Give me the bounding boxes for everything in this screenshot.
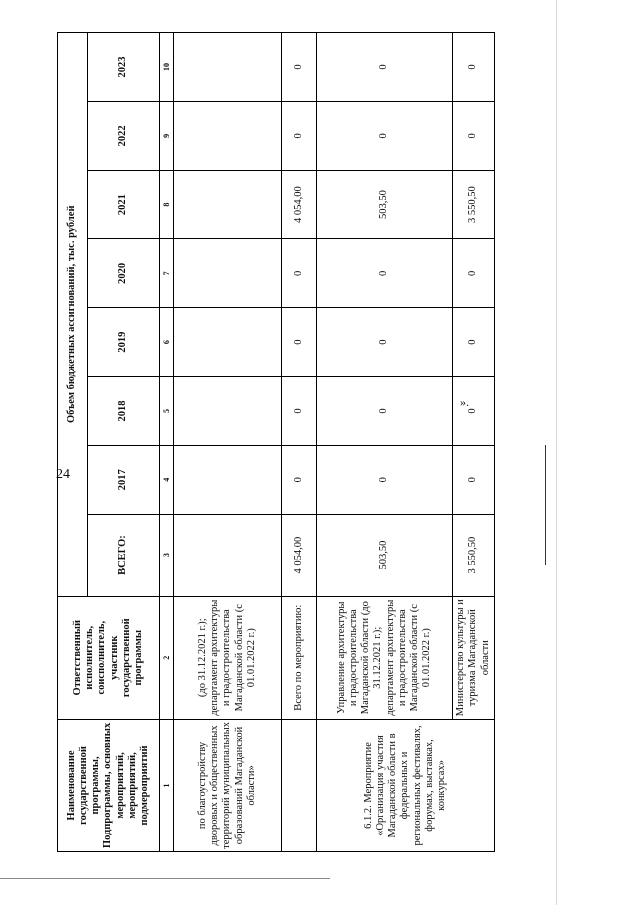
budget-table xyxy=(57,32,495,852)
row-name xyxy=(282,719,317,851)
header-year: 2022 xyxy=(88,101,160,170)
row-value: 0 xyxy=(317,101,453,170)
right-margin-line xyxy=(556,0,557,905)
row-value: 0 xyxy=(453,33,495,102)
row-executor: Всего по мероприятию: xyxy=(282,596,317,719)
signature-line xyxy=(545,445,546,565)
column-number: 4 xyxy=(160,445,174,514)
row-value: 3 550,50 xyxy=(453,514,495,596)
table-row xyxy=(282,33,317,852)
table-row xyxy=(317,33,453,852)
column-number: 8 xyxy=(160,170,174,239)
row-value: 0 xyxy=(453,308,495,377)
column-number: 3 xyxy=(160,514,174,596)
header-year: 2023 xyxy=(88,33,160,102)
row-value: 503,50 xyxy=(317,170,453,239)
header-executor: Ответственный исполнитель, соисполнитель, участник государственной программы xyxy=(58,596,160,719)
row-value: 0 xyxy=(317,239,453,308)
closing-quote: ». xyxy=(460,395,469,409)
header-year: 2018 xyxy=(88,377,160,446)
row-value: 0 xyxy=(282,239,317,308)
row-value: 3 550,50 xyxy=(453,170,495,239)
row-value: 0 xyxy=(282,308,317,377)
row-value: 0 xyxy=(282,101,317,170)
bottom-rule xyxy=(0,878,330,879)
row-value xyxy=(174,170,282,239)
row-executor: Министерство культуры и туризма Магаданской области xyxy=(453,596,495,719)
column-number: 2 xyxy=(160,596,174,719)
header-name: Наименование государственной программы, Подпрограммы, основных мероприятий, мероприятий, подмероприятий xyxy=(58,719,160,851)
column-number: 5 xyxy=(160,377,174,446)
row-value: 0 xyxy=(282,377,317,446)
header-year: 2017 xyxy=(88,445,160,514)
column-number: 1 xyxy=(160,719,174,851)
row-value: 0 xyxy=(317,33,453,102)
row-name: по благоустройству дворовых и общественных территорий муниципальных образований Магаданской области» xyxy=(174,719,282,851)
row-value xyxy=(174,445,282,514)
row-value xyxy=(174,33,282,102)
row-value: 0 xyxy=(317,377,453,446)
row-value xyxy=(174,239,282,308)
header-budget: Объем бюджетных ассигнований, тыс. рублей xyxy=(58,33,88,597)
row-value xyxy=(174,377,282,446)
row-value xyxy=(174,101,282,170)
header-total: ВСЕГО: xyxy=(88,514,160,596)
column-number: 10 xyxy=(160,33,174,102)
header-year: 2020 xyxy=(88,239,160,308)
row-value: 0 xyxy=(453,239,495,308)
column-number: 9 xyxy=(160,101,174,170)
column-number: 6 xyxy=(160,308,174,377)
row-value xyxy=(174,308,282,377)
row-value: 0 xyxy=(453,101,495,170)
table-row xyxy=(174,33,282,852)
row-value: 4 054,00 xyxy=(282,170,317,239)
row-value: 0 xyxy=(317,308,453,377)
row-name: 6.1.2. Мероприятие «Организация участия Магаданской области в федеральных и региональных фестивалях, форумах, выставках, конкурсах» xyxy=(317,719,495,851)
row-value: 0 xyxy=(453,377,495,446)
row-executor: Управление архитектуры и градостроительства Магаданской области (до 31.12.2021 г.); департамент архитектуры и градостроительства Магаданской области (с 01.01.2022 г.) xyxy=(317,596,453,719)
column-number: 7 xyxy=(160,239,174,308)
header-year: 2019 xyxy=(88,308,160,377)
row-value: 0 xyxy=(282,33,317,102)
row-value xyxy=(174,514,282,596)
row-value: 4 054,00 xyxy=(282,514,317,596)
row-executor: (до 31.12.2021 г.); департамент архитектуры и градостроительства Магаданской области (с 01.01.2022 г.) xyxy=(174,596,282,719)
row-value: 503,50 xyxy=(317,514,453,596)
column-number-row xyxy=(160,33,174,852)
header-year: 2021 xyxy=(88,170,160,239)
row-value: 0 xyxy=(453,445,495,514)
page-number: 24 xyxy=(56,467,70,482)
rotated-table-container xyxy=(57,32,494,852)
row-value: 0 xyxy=(317,445,453,514)
row-value: 0 xyxy=(282,445,317,514)
